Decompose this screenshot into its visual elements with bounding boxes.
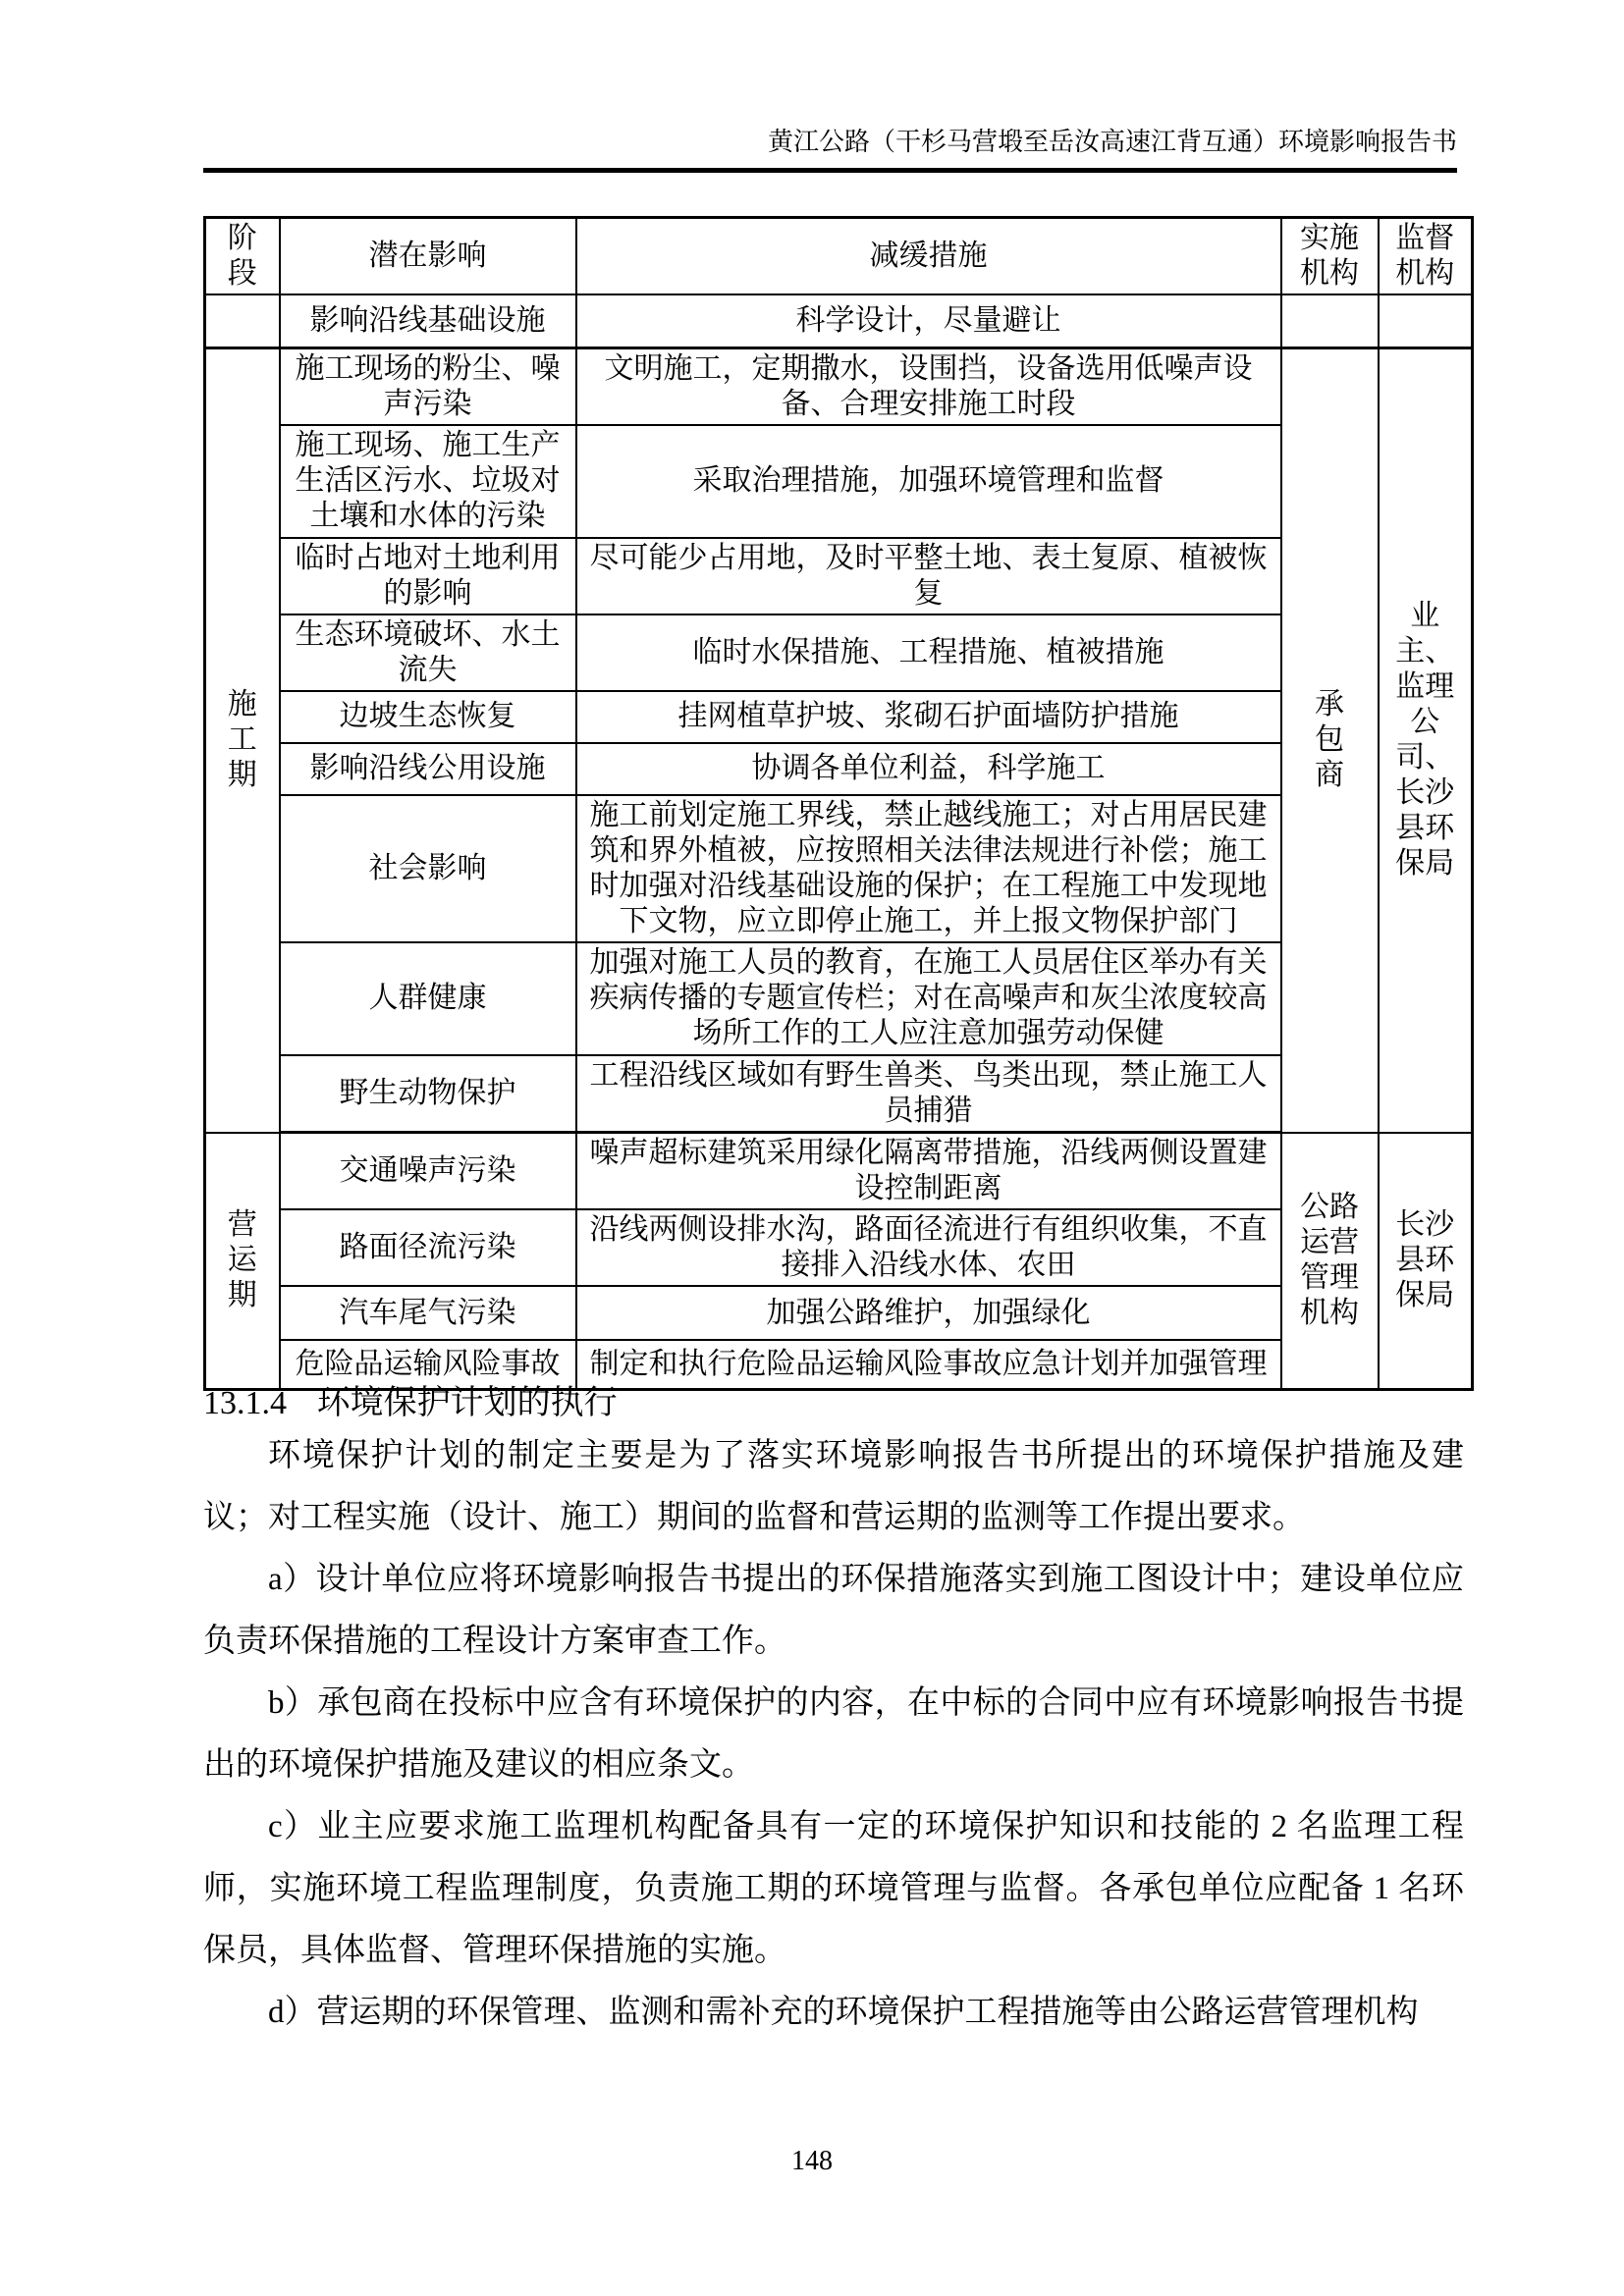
header-cell-supervisor: 监督机构 [1379,218,1473,295]
cell-impact: 交通噪声污染 [280,1133,576,1210]
paragraph-item-b: b）承包商在投标中应含有环境保护的内容，在中标的合同中应有环境影响报告书提出的环境保护措施及建议的相应条文。 [203,1685,1464,1783]
table-row-pre [205,294,1473,347]
cell-impact: 临时占地对土地利用的影响 [280,538,576,614]
cell-phase-empty [205,294,280,347]
cell-phase-construction: 施工期 [205,347,280,1133]
cell-measure: 挂网植草护坡、浆砌石护面墙防护措施 [576,691,1281,743]
cell-impact: 施工现场的粉尘、噪声污染 [280,347,576,425]
cell-impact: 施工现场、施工生产生活区污水、垃圾对土壤和水体的污染 [280,425,576,538]
cell-impact: 影响沿线公用设施 [280,743,576,795]
cell-measure: 噪声超标建筑采用绿化隔离带措施，沿线两侧设置建设控制距离 [576,1133,1281,1210]
cell-measure: 科学设计，尽量避让 [576,294,1281,347]
cell-measure: 加强公路维护，加强绿化 [576,1286,1281,1340]
cell-implementer-empty [1281,294,1379,347]
table-header-row [205,218,1473,295]
cell-implementer-construction: 承包商 [1281,347,1379,1133]
cell-measure: 协调各单位利益，科学施工 [576,743,1281,795]
paragraph-item-d: d）营运期的环保管理、监测和需补充的环境保护工程措施等由公路运营管理机构 [268,1995,1419,2030]
section-heading [203,1382,1471,1425]
cell-measure: 加强对施工人员的教育，在施工人员居住区举办有关疾病传播的专题宣传栏；对在高噪声和灰尘浓度较高场所工作的工人应注意加强劳动保健 [576,942,1281,1055]
header-cell-impact: 潜在影响 [280,218,576,295]
cell-measure: 工程沿线区域如有野生兽类、鸟类出现，禁止施工人员捕猎 [576,1055,1281,1133]
cell-impact: 边坡生态恢复 [280,691,576,743]
mitigation-measures-table [203,216,1474,1391]
cell-supervisor-construction: 业主、监理公司、长沙县环保局 [1379,347,1473,1133]
header-rule [203,168,1457,173]
page-number: 148 [791,2146,833,2176]
table-row [205,1133,1473,1210]
cell-supervisor-operation: 长沙县环保局 [1379,1133,1473,1390]
header-cell-implementer: 实施机构 [1281,218,1379,295]
cell-impact: 人群健康 [280,942,576,1055]
section-heading-number: 13.1.4 [203,1385,287,1421]
cell-impact: 社会影响 [280,795,576,942]
cell-phase-operation: 营运期 [205,1133,280,1390]
cell-impact: 野生动物保护 [280,1055,576,1133]
section-body [203,1425,1464,2044]
cell-impact: 生态环境破坏、水土流失 [280,614,576,691]
cell-impact: 路面径流污染 [280,1209,576,1286]
paragraph-intro: 环境保护计划的制定主要是为了落实环境影响报告书所提出的环境保护措施及建议；对工程实施（设计、施工）期间的监督和营运期的监测等工作提出要求。 [203,1438,1464,1535]
cell-measure: 施工前划定施工界线，禁止越线施工；对占用居民建筑和界外植被，应按照相关法律法规进行补偿；施工时加强对沿线基础设施的保护；在工程施工中发现地下文物，应立即停止施工，并上报文物保护部门 [576,795,1281,942]
cell-impact: 汽车尾气污染 [280,1286,576,1340]
cell-measure: 文明施工，定期撒水，设围挡，设备选用低噪声设备、合理安排施工时段 [576,347,1281,425]
section-heading-title: 环境保护计划的执行 [316,1385,618,1421]
paragraph-item-a: a）设计单位应将环境影响报告书提出的环保措施落实到施工图设计中；建设单位应负责环保措施的工程设计方案审查工作。 [203,1562,1464,1659]
header-cell-phase: 阶段 [205,218,280,295]
cell-measure: 尽可能少占用地，及时平整土地、表土复原、植被恢复 [576,538,1281,614]
running-header-title: 黄江公路（干杉马营塅至岳汝高速江背互通）环境影响报告书 [767,128,1457,156]
cell-measure: 采取治理措施，加强环境管理和监督 [576,425,1281,538]
cell-impact: 影响沿线基础设施 [280,294,576,347]
paragraph-item-c: c）业主应要求施工监理机构配备具有一定的环境保护知识和技能的 2 名监理工程师，实施环境工程监理制度，负责施工期的环境管理与监督。各承包单位应配备 1 名环保员，具体监督、管理环保措施的实施。 [203,1809,1464,1968]
header-cell-measure: 减缓措施 [576,218,1281,295]
cell-measure: 沿线两侧设排水沟，路面径流进行有组织收集，不直接排入沿线水体、农田 [576,1209,1281,1286]
cell-impact: 危险品运输风险事故 [280,1340,576,1389]
table-row [205,347,1473,425]
cell-supervisor-empty [1379,294,1473,347]
cell-measure: 制定和执行危险品运输风险事故应急计划并加强管理 [576,1340,1281,1389]
cell-measure: 临时水保措施、工程措施、植被措施 [576,614,1281,691]
cell-implementer-operation: 公路运营管理机构 [1281,1133,1379,1390]
